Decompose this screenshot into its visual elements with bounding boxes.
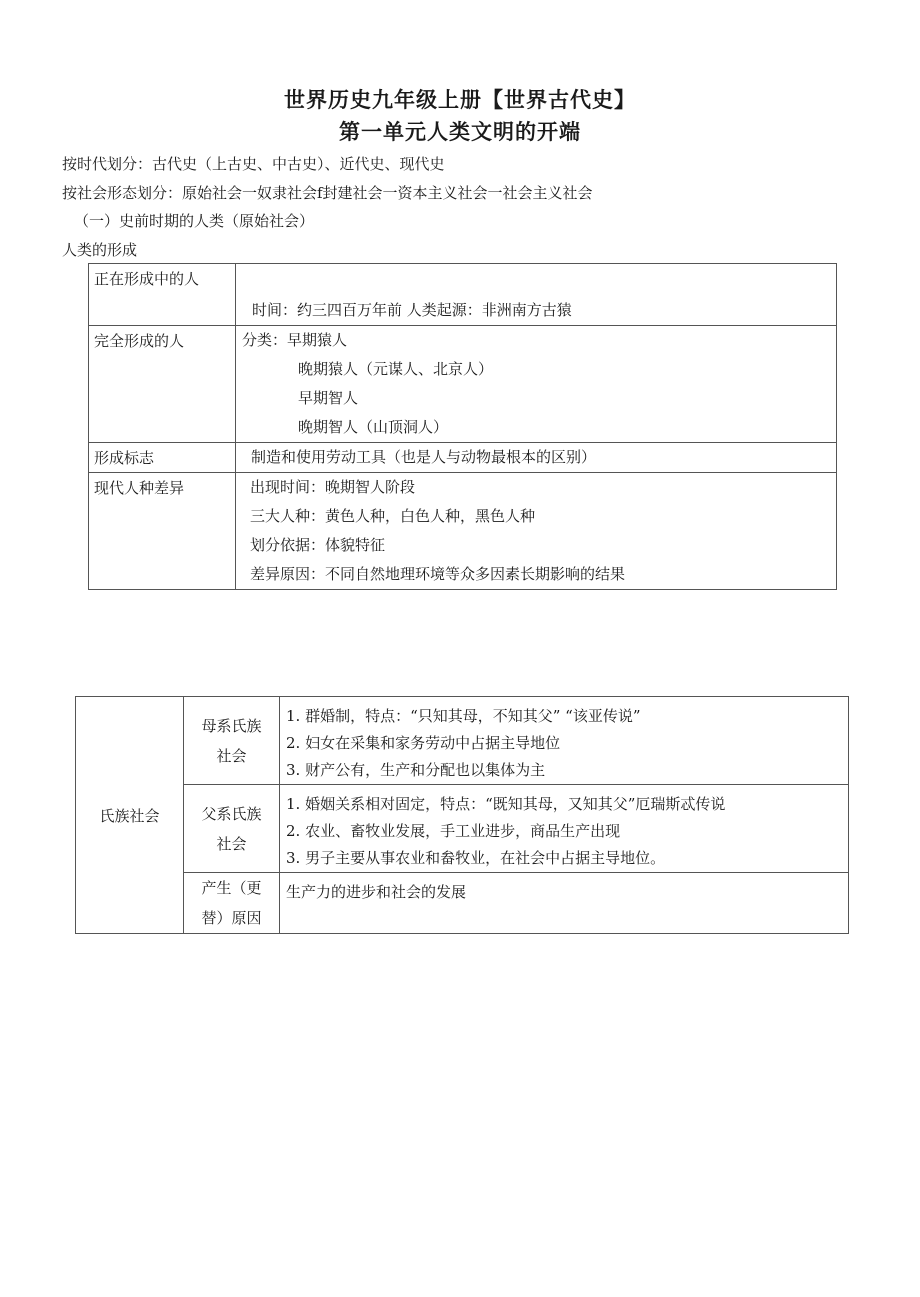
table-row: [76, 873, 849, 934]
row-label: 现代人种差异: [89, 473, 236, 590]
row-label: 完全形成的人: [89, 326, 236, 443]
row-content: [280, 697, 849, 785]
row-content: [236, 264, 837, 326]
content-line: 晚期智人（山顶洞人）: [298, 418, 449, 436]
society-division: 按社会形态划分：原始社会一奴隶社会f封建社会一资本主义社会一社会主义社会: [62, 184, 593, 202]
table-row: [89, 264, 837, 326]
main-title: 世界历史九年级上册【世界古代史】: [284, 88, 636, 112]
content-line: 3. 财产公有，生产和分配也以集体为主: [286, 761, 546, 779]
label-line: 母系氏族: [201, 716, 262, 735]
human-formation-table: [88, 263, 837, 590]
label-line: 社会: [216, 834, 247, 853]
clan-society-table: [75, 696, 849, 934]
label-line: 社会: [216, 746, 247, 765]
row-label: [184, 697, 280, 785]
content-line: 分类：早期猿人: [242, 331, 348, 349]
row-content: [280, 873, 849, 934]
unit-title: 第一单元人类文明的开端: [339, 120, 581, 144]
table-row: [89, 443, 837, 473]
content-line: 2. 妇女在采集和家务劳动中占据主导地位: [286, 734, 561, 752]
row-label: 正在形成中的人: [89, 264, 236, 326]
content-line: 划分依据：体貌特征: [250, 536, 386, 554]
content-line: 三大人种：黄色人种，白色人种，黑色人种: [250, 507, 536, 525]
era-division: 按时代划分：古代史（上古史、中古史）、近代史、现代史: [62, 155, 445, 173]
row-content: [236, 326, 837, 443]
clan-society-label: 氏族社会: [76, 697, 184, 934]
content-line: 2. 农业、畜牧业发展，手工业进步，商品生产出现: [286, 822, 621, 840]
content-line: 生产力的进步和社会的发展: [286, 883, 467, 901]
label-line: 产生（更: [201, 879, 262, 897]
row-label: [184, 873, 280, 934]
content-line: 晚期猿人（元谋人、北京人）: [298, 360, 494, 378]
label-line: 替）原因: [201, 909, 262, 927]
content-line: 1. 群婚制，特点：“只知其母，不知其父” “该亚传说”: [286, 707, 641, 725]
table-row: [76, 785, 849, 873]
content-line: 出现时间：晚期智人阶段: [250, 478, 416, 496]
section-heading: （一）史前时期的人类（原始社会）: [74, 212, 315, 230]
content-line: 时间：约三四百万年前 人类起源：非洲南方古猿: [252, 301, 572, 319]
content-line: 差异原因：不同自然地理环境等众多因素长期影响的结果: [250, 565, 626, 583]
table-row: [89, 326, 837, 443]
row-content: [236, 443, 837, 473]
content-line: 3. 男子主要从事农业和畚牧业，在社会中占据主导地位。: [286, 849, 666, 867]
row-content: [236, 473, 837, 590]
subheading: 人类的形成: [62, 241, 138, 259]
content-line: 制造和使用劳动工具（也是人与动物最根本的区别）: [251, 448, 597, 466]
row-content: [280, 785, 849, 873]
table-row: [76, 697, 849, 785]
label-line: 父系氏族: [201, 804, 262, 823]
table-row: [89, 473, 837, 590]
row-label: [184, 785, 280, 873]
row-label: 形成标志: [89, 443, 236, 473]
content-line: 早期智人: [298, 389, 359, 407]
content-line: 1. 婚姻关系相对固定，特点：“既知其母，又知其父”厄瑞斯忒传说: [286, 795, 726, 813]
